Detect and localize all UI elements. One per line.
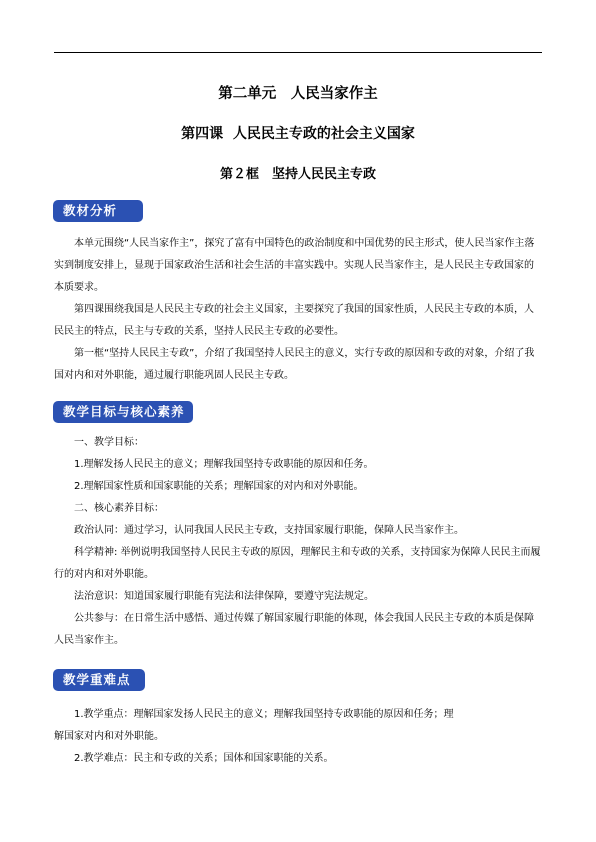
goals-line: 1.理解发扬人民民主的意义；理解我国坚持专政职能的原因和任务。 [74, 459, 374, 470]
keypoints-line: 2.教学难点：民主和专政的关系；国体和国家职能的关系。 [74, 753, 334, 764]
analysis-paragraph: 第一框“坚持人民民主专政”，介绍了我国坚持人民民主的意义，实行专政的原因和专政的对象，介绍了我国对内和对外职能，通过履行职能巩固人民民主专政。 [54, 348, 535, 381]
goals-line: 2.理解国家性质和国家职能的关系；理解国家的对内和对外职能。 [74, 481, 364, 492]
section-badge-keypoints: 教学重难点 [53, 669, 145, 691]
keypoints-line: 解国家对内和对外职能。 [54, 731, 164, 742]
goals-section [54, 432, 542, 652]
analysis-section [54, 233, 542, 387]
goals-line: 法治意识：知道国家履行职能有宪法和法律保障，要遵守宪法规定。 [74, 591, 374, 602]
keypoints-line: 1.教学重点：理解国家发扬人民民主的意义；理解我国坚持专政职能的原因和任务；理 [74, 709, 454, 720]
unit-title: 第二单元 人民当家作主 [218, 86, 378, 102]
goals-line: 政治认同：通过学习，认同我国人民民主专政，支持国家履行职能，保障人民当家作主。 [74, 525, 464, 536]
goals-line: 公共参与：在日常生活中感悟、通过传媒了解国家履行职能的体现，体会我国人民民主专政的本质是保障人民当家作主。 [54, 613, 534, 646]
frame-title: 第２框 坚持人民民主专政 [219, 167, 376, 182]
section-badge-analysis: 教材分析 [53, 200, 143, 222]
header-rule [54, 52, 542, 53]
keypoints-section [54, 704, 542, 770]
goals-line: 一、教学目标： [74, 437, 144, 448]
goals-line: 科学精神: 举例说明我国坚持人民民主专政的原因，理解民主和专政的关系，支持国家为保障人民民主而履行的对内和对外职能。 [54, 547, 541, 580]
section-badge-goals: 教学目标与核心素养 [53, 401, 193, 423]
lesson-title: 第四课 人民民主专政的社会主义国家 [181, 126, 415, 142]
analysis-paragraph: 本单元围绕“人民当家作主”，探究了富有中国特色的政治制度和中国优势的民主形式，使人民当家作主落实到制度安排上，显现于国家政治生活和社会生活的丰富实践中。实现人民当家作主，是人民民主专政国家的本质要求。 [54, 238, 535, 293]
analysis-paragraph: 第四课围绕我国是人民民主专政的社会主义国家，主要探究了我国的国家性质，人民民主专政的本质，人民民主的特点，民主与专政的关系，坚持人民民主专政的必要性。 [54, 304, 534, 337]
goals-line: 二、核心素养目标： [74, 503, 164, 514]
